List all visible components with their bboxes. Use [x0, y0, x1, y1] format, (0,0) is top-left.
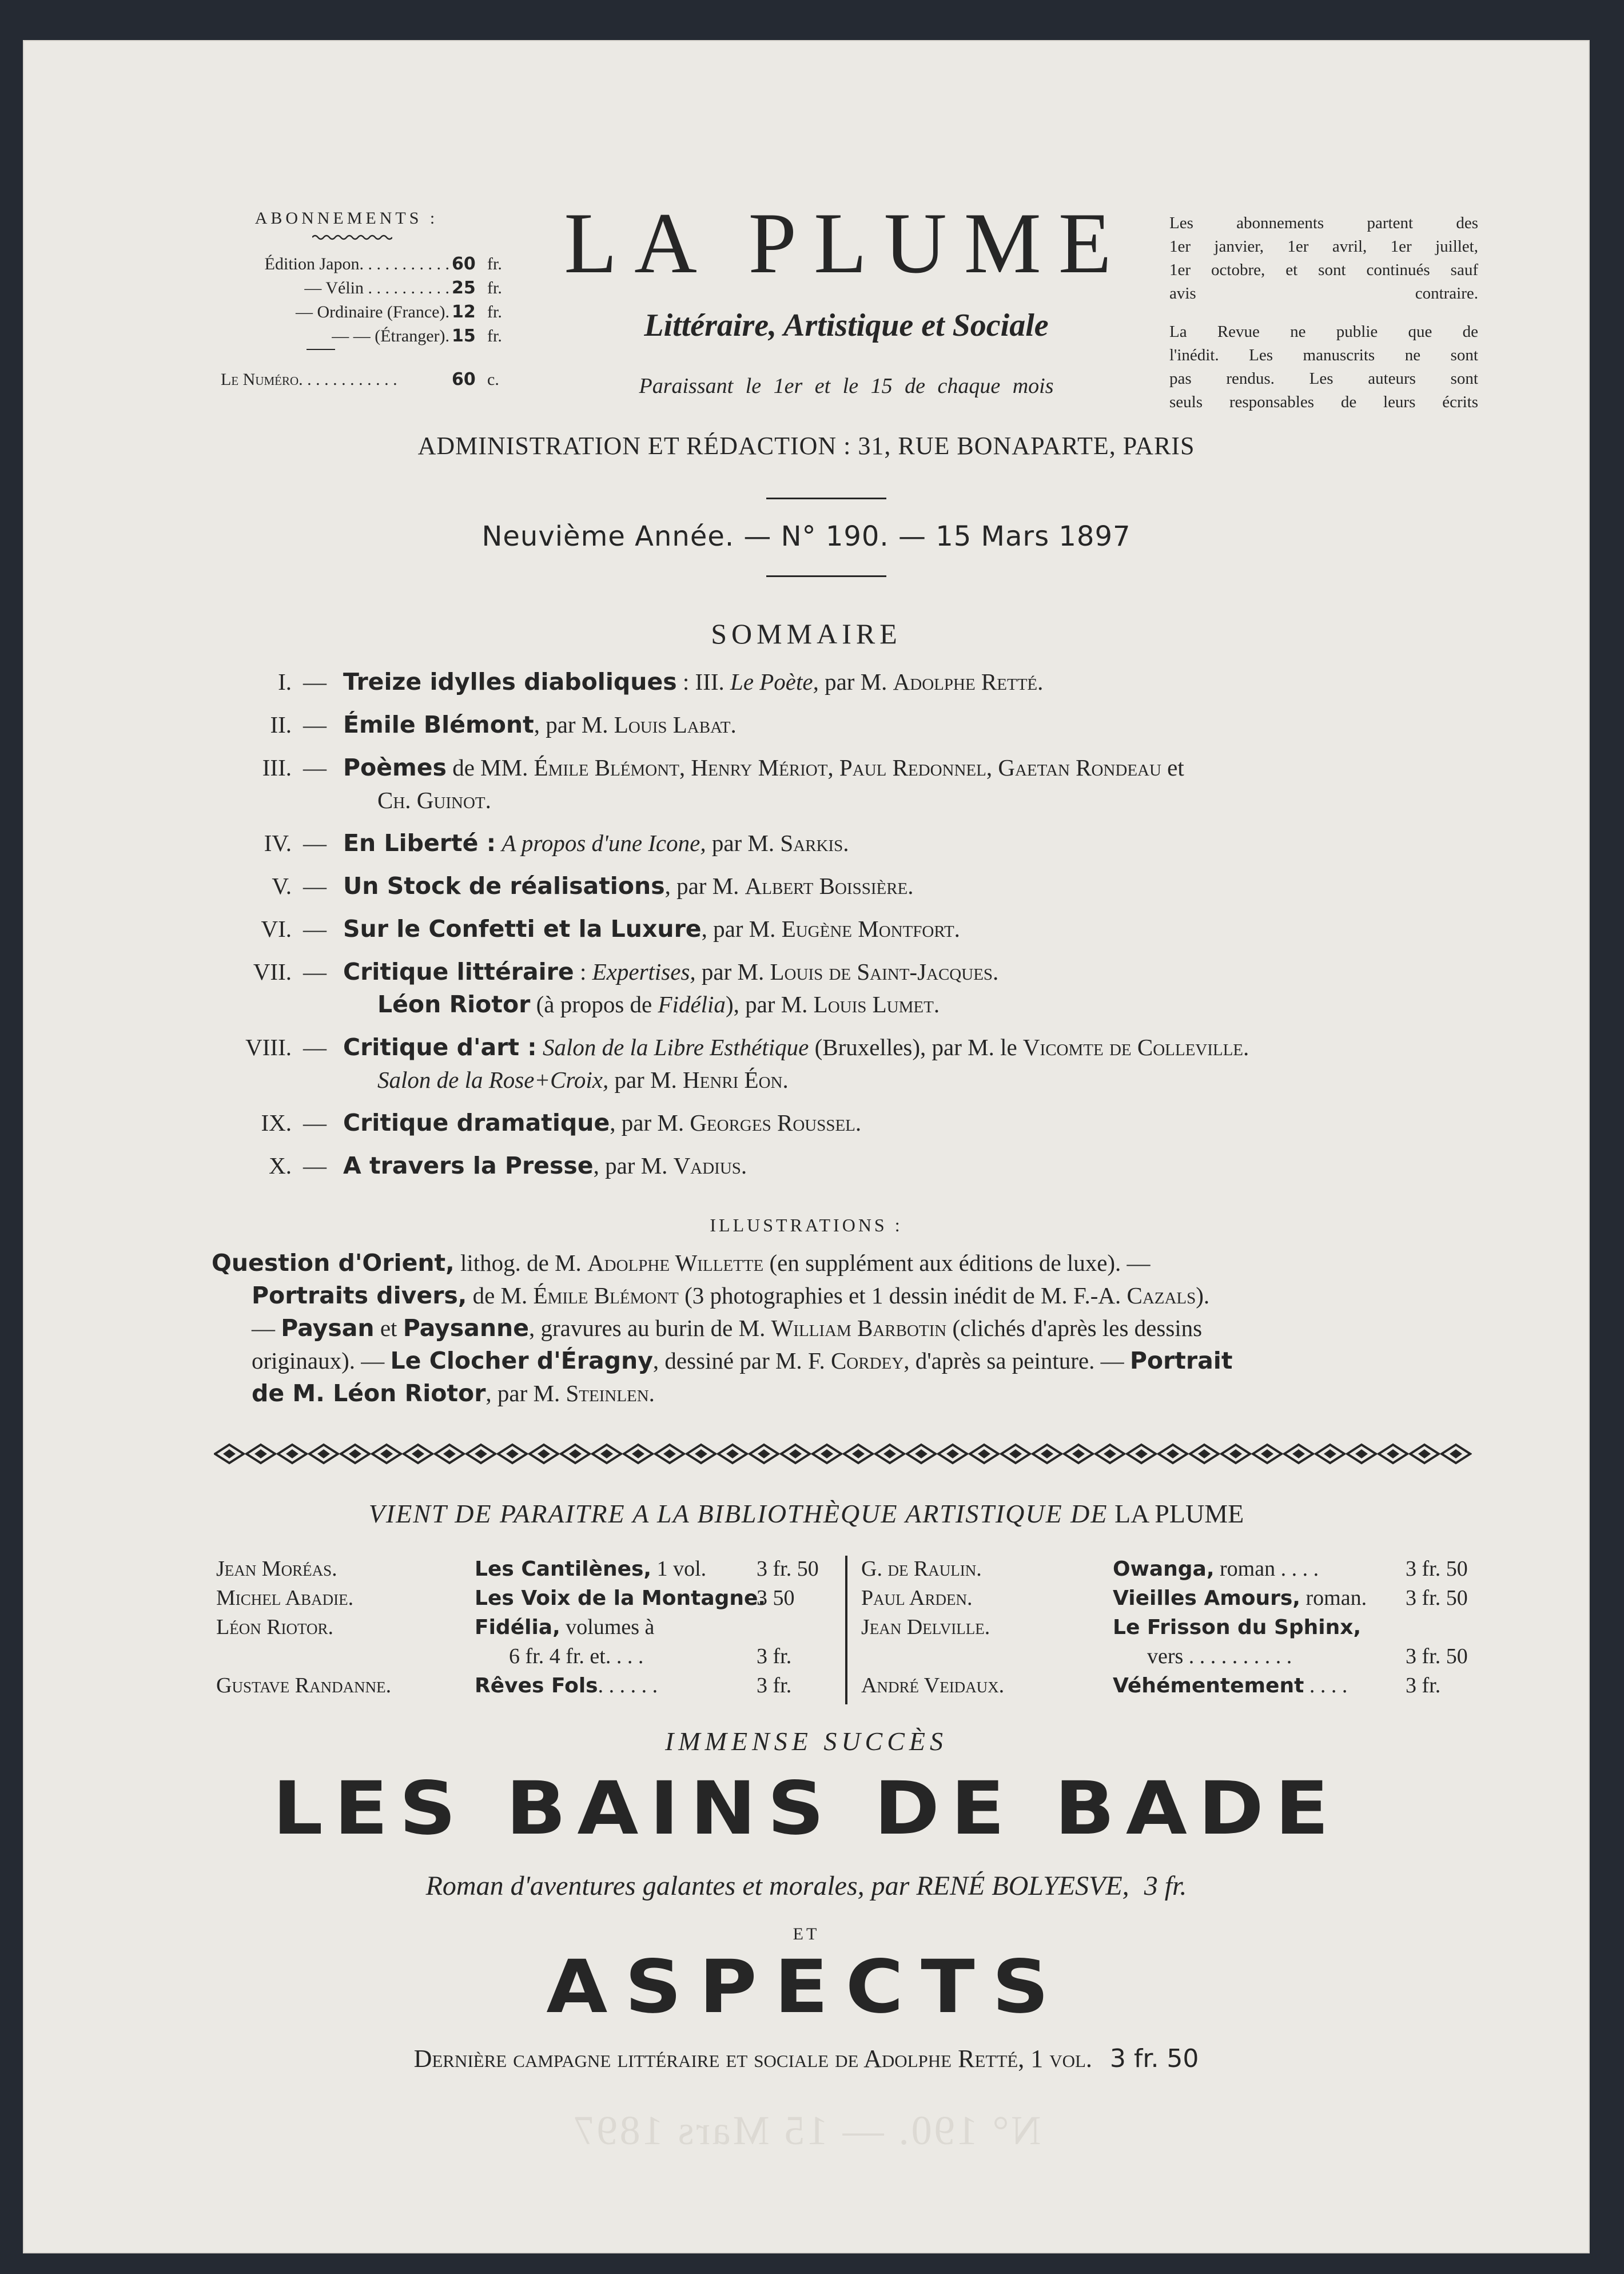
sommaire-body	[343, 709, 1492, 741]
conjunction: ET	[793, 1925, 820, 1943]
text-run: Adolphe Willette	[587, 1250, 764, 1276]
subscription-unit: fr.	[487, 303, 502, 321]
sommaire-numeral: VI.	[261, 916, 292, 942]
sommaire-item	[194, 666, 1492, 698]
divider	[307, 349, 335, 350]
text-run: par M.	[695, 959, 770, 985]
sommaire-line	[343, 752, 1492, 784]
text-run	[537, 1034, 543, 1060]
subscription-box	[221, 206, 530, 389]
book1-price: 3 fr.	[1144, 1871, 1187, 1901]
subscription-row	[221, 300, 518, 324]
divider	[766, 498, 886, 499]
text-run: (à propos de	[530, 991, 658, 1017]
book1-desc-text: Roman d'aventures galantes et morales, par RENÉ BOLYESVE,	[425, 1871, 1129, 1901]
text-run: Ch. Guinot.	[377, 787, 491, 813]
book-author: G. de Raulin.	[861, 1557, 982, 1581]
sommaire-body	[343, 956, 1492, 1021]
text-run: William Barbotin	[771, 1315, 947, 1341]
masthead-periodicity: Paraissant le 1er et le 15 de chaque mois	[639, 374, 1054, 398]
book-entry	[1113, 1555, 1319, 1584]
sommaire-dash: —	[303, 754, 327, 781]
sommaire-line	[343, 913, 1492, 945]
illustrations-line	[212, 1345, 1470, 1377]
sommaire-item	[194, 752, 1492, 817]
sommaire-title: SOMMAIRE	[711, 618, 902, 650]
text-run: Un Stock de réalisations	[343, 872, 665, 900]
text-run: , par M.	[701, 916, 782, 942]
bibliotheque-left-column	[216, 1555, 851, 1700]
sommaire-numeral: II.	[270, 711, 292, 738]
text-run	[496, 830, 501, 856]
sommaire-numeral: V.	[272, 873, 292, 899]
sommaire-dash: —	[303, 873, 327, 899]
text-run: lithog. de M.	[454, 1250, 588, 1276]
book-row	[861, 1671, 1513, 1700]
book-price: 3 fr. 50	[1406, 1586, 1468, 1610]
text-run: et	[1161, 754, 1184, 781]
book-author: Léon Riotor.	[216, 1615, 334, 1639]
text-run: (3 photographies et 1 dessin inédit de M.	[678, 1282, 1073, 1309]
book-row	[216, 1555, 851, 1584]
subscription-amount: 12	[452, 302, 476, 322]
sommaire-item	[194, 956, 1492, 1021]
text-run: Portraits divers,	[252, 1282, 467, 1309]
newspaper-page	[23, 40, 1590, 2253]
text-run: Paysanne	[403, 1314, 530, 1342]
book2-title: ASPECTS	[546, 1945, 1066, 2030]
book-row	[861, 1555, 1513, 1584]
text-run: de M.	[467, 1282, 534, 1309]
sommaire-item	[194, 1150, 1492, 1182]
text-run: :	[574, 959, 592, 985]
book-author: Paul Arden.	[861, 1586, 973, 1610]
numero-amount: 60	[452, 369, 476, 389]
text-run: Salon de la Rose+Croix,	[377, 1067, 609, 1093]
book-row	[861, 1642, 1513, 1671]
book-extra: 1 vol.	[651, 1557, 707, 1581]
book1-description	[137, 1868, 1475, 1905]
book-title: Owanga,	[1113, 1557, 1215, 1581]
text-run: Fidélia	[658, 991, 726, 1017]
text-run: , gravures au burin de M.	[529, 1315, 771, 1341]
subscription-unit: fr.	[487, 279, 502, 297]
subscription-amount: 60	[452, 254, 476, 274]
sommaire-dash: —	[303, 669, 327, 695]
notes-box	[1169, 212, 1478, 414]
sommaire-body	[343, 1150, 1492, 1182]
sommaire-item	[194, 913, 1492, 945]
text-run: Sur le Confetti et la Luxure	[343, 915, 702, 943]
sommaire-line	[343, 666, 1492, 698]
text-run: par M.	[608, 1067, 683, 1093]
text-run: : III.	[676, 669, 731, 695]
text-run: , par M.	[664, 873, 745, 899]
book-price: 3 fr. 50	[1406, 1557, 1468, 1581]
text-run: originaux). —	[252, 1347, 391, 1374]
sommaire-item	[194, 1031, 1492, 1096]
book-extra: volumes à	[560, 1615, 655, 1639]
text-run: Louis Lumet.	[813, 991, 940, 1017]
sommaire-numeral: IV.	[264, 830, 292, 856]
sommaire-dash: —	[303, 711, 327, 738]
text-run: A propos d'une Icone,	[501, 830, 706, 856]
sommaire-line	[343, 709, 1492, 741]
book-price: 3 fr. 50	[757, 1557, 819, 1581]
text-run: Georges Roussel.	[690, 1110, 862, 1136]
notes-line: 1er janvier, 1er avril, 1er juillet,	[1169, 237, 1478, 256]
diamond-ornament-band	[214, 1442, 1472, 1465]
sommaire-numeral: IX.	[261, 1110, 292, 1136]
sommaire-dash: —	[303, 1152, 327, 1179]
text-run: , par M.	[485, 1380, 566, 1406]
text-run: , d'après sa peinture. —	[903, 1347, 1130, 1374]
text-run: de M. Léon Riotor	[252, 1379, 486, 1407]
numero-unit: c.	[487, 370, 499, 389]
text-run: Vadius.	[673, 1152, 747, 1179]
book-row	[216, 1584, 851, 1613]
book-row	[861, 1613, 1513, 1642]
sommaire-numeral: VII.	[253, 959, 292, 985]
book-price: 3 50	[757, 1586, 795, 1610]
illustrations-line	[212, 1377, 1470, 1410]
text-run: —	[252, 1315, 281, 1341]
book-row	[216, 1613, 851, 1642]
text-run: (Bruxelles), par M. le	[809, 1034, 1023, 1060]
text-run: Question d'Orient,	[212, 1249, 455, 1277]
sommaire-dash: —	[303, 959, 327, 985]
book-row	[216, 1642, 851, 1671]
text-run: ).	[1196, 1282, 1210, 1309]
book-title: Les Voix de la Montagne.	[475, 1587, 766, 1610]
illustrations-text	[212, 1247, 1470, 1410]
text-run: Poèmes	[343, 754, 447, 781]
sommaire-dash: —	[303, 1110, 327, 1136]
subscription-title: ABONNEMENTS :	[254, 209, 439, 228]
sommaire-item	[194, 827, 1492, 860]
book-entry	[475, 1555, 706, 1584]
sommaire-line	[343, 1064, 1492, 1096]
sommaire-dash: —	[303, 1034, 327, 1060]
subscription-label: — — (Étranger).	[332, 327, 449, 345]
subscription-row	[221, 324, 518, 348]
book-row	[216, 1671, 851, 1700]
sommaire-body	[343, 1107, 1492, 1139]
book-title: Rêves Fols	[475, 1674, 598, 1697]
book2-desc-text: Dernière campagne littéraire et sociale de Adolphe Retté, 1 vol.	[413, 2045, 1092, 2073]
book-author: Gustave Randanne.	[216, 1673, 392, 1697]
column-divider	[845, 1556, 847, 1704]
text-run: Paysan	[281, 1314, 375, 1342]
subscription-amount: 15	[452, 326, 476, 346]
notes-line: pas rendus. Les auteurs sont	[1169, 369, 1478, 388]
text-run: Léon Riotor	[377, 991, 531, 1018]
book-entry	[475, 1642, 643, 1671]
text-run: par M.	[706, 830, 781, 856]
promo-tagline: IMMENSE SUCCÈS	[664, 1727, 948, 1756]
masthead-title: LA PLUME	[564, 195, 1129, 291]
book2-description	[137, 2042, 1475, 2076]
illustrations-title: ILLUSTRATIONS :	[710, 1215, 903, 1235]
book-price: 3 fr.	[757, 1673, 792, 1697]
text-run: (clichés d'après les dessins	[946, 1315, 1203, 1341]
illustrations-line	[212, 1247, 1470, 1279]
book-title: Les Cantilènes,	[475, 1557, 652, 1581]
book-extra: roman.	[1300, 1586, 1367, 1610]
text-run: Henri Éon.	[683, 1067, 789, 1093]
subscription-unit: fr.	[487, 327, 502, 345]
book-author: Jean Delville.	[861, 1615, 990, 1639]
sommaire-line	[343, 1031, 1492, 1064]
address-line: ADMINISTRATION ET RÉDACTION : 31, RUE BONAPARTE, PARIS	[417, 432, 1195, 460]
illustrations-line	[212, 1312, 1470, 1345]
masthead-subtitle: Littéraire, Artistique et Sociale	[644, 308, 1049, 343]
sommaire-line	[343, 956, 1492, 988]
book-extra: 6 fr. 4 fr. et. . . .	[509, 1644, 644, 1668]
sommaire-item	[194, 1107, 1492, 1139]
sommaire-line	[343, 827, 1492, 860]
numero-label: Le Numéro. . . . . . . . . . . .	[221, 370, 397, 389]
sommaire-numeral: VIII.	[245, 1034, 292, 1060]
subscription-label: — Ordinaire (France).	[295, 303, 449, 321]
sommaire-line	[343, 1150, 1492, 1182]
text-run: , dessiné par M.	[652, 1347, 808, 1374]
sommaire-numeral: I.	[278, 669, 292, 695]
sommaire-item	[194, 709, 1492, 741]
bibliotheque-right-column	[861, 1555, 1513, 1700]
book-entry	[1113, 1671, 1347, 1700]
text-run: En Liberté :	[343, 829, 496, 857]
sommaire-line	[343, 1107, 1492, 1139]
subscription-label: — Vélin . . . . . . . . . .	[304, 279, 449, 297]
book-row	[861, 1584, 1513, 1613]
subscription-unit: fr.	[487, 255, 502, 273]
sommaire-body	[343, 666, 1492, 698]
text-run: par M.	[818, 669, 893, 695]
sommaire-body	[343, 827, 1492, 860]
sommaire-line	[343, 784, 1492, 817]
sommaire-line	[343, 870, 1492, 903]
book-extra: . . . .	[1304, 1673, 1348, 1697]
text-run: , par M.	[534, 711, 614, 738]
book-author: André Veidaux.	[861, 1673, 1005, 1697]
book-entry	[475, 1671, 658, 1700]
text-run: Albert Boissière.	[745, 873, 914, 899]
text-run: Vicomte de Colleville.	[1022, 1034, 1249, 1060]
divider	[766, 575, 886, 577]
subscription-row	[221, 276, 518, 300]
text-run: F.-A. Cazals	[1073, 1282, 1196, 1309]
book-entry	[475, 1584, 766, 1613]
book-extra: . . . . . .	[598, 1673, 658, 1697]
book-entry	[1113, 1613, 1361, 1642]
sommaire-body	[343, 913, 1492, 945]
notes-line: l'inédit. Les manuscrits ne sont	[1169, 346, 1478, 364]
notes-paragraph-1	[1169, 212, 1478, 305]
text-run: Émile Blémont, Henry Mériot, Paul Redonnel, Gaetan Rondeau	[534, 754, 1161, 781]
subscription-amount: 25	[452, 278, 476, 298]
text-run: , par M.	[610, 1110, 690, 1136]
text-run: Louis de Saint-Jacques.	[770, 959, 999, 985]
book-entry	[475, 1613, 654, 1642]
text-run: Émile Blémont	[533, 1282, 679, 1309]
sommaire-list	[194, 666, 1492, 1192]
sommaire-item	[194, 870, 1492, 903]
sommaire-line	[343, 988, 1492, 1021]
text-run: Louis Labat.	[614, 711, 737, 738]
text-run: Émile Blémont	[343, 711, 534, 738]
illustrations-line	[212, 1279, 1470, 1312]
text-run: Eugène Montfort.	[781, 916, 960, 942]
subscription-row	[221, 252, 518, 276]
book-price: 3 fr. 50	[1406, 1644, 1468, 1668]
subscription-rows	[221, 252, 518, 348]
text-run: de MM.	[446, 754, 534, 781]
book2-price: 3 fr. 50	[1109, 2044, 1199, 2073]
book-title: Fidélia,	[475, 1616, 560, 1639]
text-run: Le Clocher d'Éragny	[390, 1347, 653, 1374]
numero-row	[221, 367, 518, 392]
text-run: Critique dramatique	[343, 1109, 610, 1136]
notes-paragraph-2	[1169, 320, 1478, 414]
sommaire-dash: —	[303, 916, 327, 942]
notes-line: seuls responsables de leurs écrits	[1169, 393, 1478, 411]
book-extra: roman . . . .	[1214, 1557, 1319, 1581]
book-price: 3 fr.	[757, 1644, 792, 1668]
notes-line: La Revue ne publie que de	[1169, 323, 1478, 341]
text-run: Portrait	[1129, 1347, 1233, 1374]
text-run: Steinlen.	[566, 1380, 655, 1406]
book-title: Le Frisson du Sphinx,	[1113, 1616, 1362, 1639]
wavy-ornament	[312, 233, 392, 241]
text-run: Le Poète,	[730, 669, 819, 695]
issue-line: Neuvième Année. — N° 190. — 15 Mars 1897	[481, 520, 1131, 552]
text-run: A travers la Presse	[343, 1152, 594, 1179]
text-run: ), par M.	[725, 991, 814, 1017]
sommaire-dash: —	[303, 830, 327, 856]
book-entry	[1113, 1642, 1292, 1671]
bibliotheque-heading-name: LA PLUME	[1114, 1499, 1244, 1528]
show-through-text: N° 190. — 15 Mars 1897	[571, 2108, 1041, 2153]
book-title: Véhémentement	[1113, 1674, 1304, 1697]
text-run: (en supplément aux éditions de luxe). —	[763, 1250, 1151, 1276]
text-run: Sarkis.	[780, 830, 849, 856]
book-extra: vers . . . . . . . . . .	[1147, 1644, 1292, 1668]
notes-line: 1er octobre, et sont continués sauf	[1169, 261, 1478, 279]
sommaire-numeral: X.	[269, 1152, 292, 1179]
book-price: 3 fr.	[1406, 1673, 1441, 1697]
text-run: Adolphe Retté.	[893, 669, 1044, 695]
text-run: , par M.	[593, 1152, 674, 1179]
bibliotheque-heading	[137, 1496, 1475, 1532]
sommaire-body	[343, 870, 1492, 903]
text-run: Treize idylles diaboliques	[343, 668, 677, 695]
text-run: Expertises,	[592, 959, 696, 985]
notes-line: avis contraire.	[1169, 284, 1478, 303]
sommaire-body	[343, 752, 1492, 817]
book-author: Michel Abadie.	[216, 1586, 354, 1610]
text-run: Salon de la Libre Esthétique	[542, 1034, 809, 1060]
book-entry	[1113, 1584, 1367, 1613]
text-run: Critique littéraire	[343, 958, 574, 985]
book1-title: LES BAINS DE BADE	[272, 1766, 1340, 1851]
sommaire-body	[343, 1031, 1492, 1096]
book-title: Vieilles Amours,	[1113, 1587, 1300, 1610]
text-run: et	[374, 1315, 403, 1341]
notes-line: Les abonnements partent des	[1169, 214, 1478, 232]
book-author: Jean Moréas.	[216, 1557, 337, 1581]
bibliotheque-heading-text: VIENT DE PARAITRE A LA BIBLIOTHÈQUE ARTISTIQUE DE	[368, 1499, 1108, 1528]
text-run: Critique d'art :	[343, 1033, 537, 1061]
subscription-label: Édition Japon. . . . . . . . . . .	[264, 255, 449, 273]
text-run: F. Cordey	[807, 1347, 904, 1374]
sommaire-numeral: III.	[262, 754, 292, 781]
